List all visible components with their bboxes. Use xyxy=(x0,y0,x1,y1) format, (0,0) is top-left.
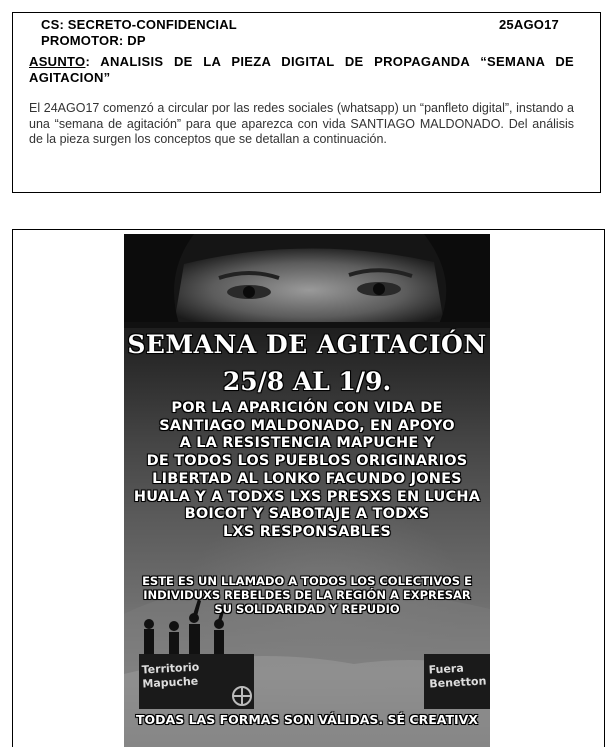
poster-call-to-action xyxy=(124,574,490,617)
poster-title: SEMANA DE AGITACIÓN xyxy=(127,330,487,359)
poster-dates: 25/8 AL 1/9. xyxy=(222,367,392,396)
promoter-label: PROMOTOR: DP xyxy=(41,33,146,48)
banner-right-line: Benetton xyxy=(429,674,487,691)
poster-body-line: HUALA Y A TODXS LXS PRESXS EN LUCHA xyxy=(133,488,481,505)
poster-footer: TODAS LAS FORMAS SON VÁLIDAS. SÉ CREATIVX xyxy=(136,712,478,727)
poster-call-line: ESTE ES UN LLAMADO A TODOS LOS COLECTIVOS E xyxy=(142,574,472,588)
propaganda-poster-image xyxy=(124,234,490,747)
poster-body-line: A LA RESISTENCIA MAPUCHE Y xyxy=(179,435,435,452)
subject-label: ASUNTO xyxy=(29,54,86,69)
banner-left-text xyxy=(141,661,200,692)
poster-body xyxy=(124,400,490,542)
poster-body-line: SANTIAGO MALDONADO, EN APOYO xyxy=(159,417,455,434)
poster-body-line: LXS RESPONSABLES xyxy=(222,523,392,540)
memo-date: 25AGO17 xyxy=(499,17,559,32)
banner-right-line: Fuera xyxy=(428,661,465,677)
poster-body-line: BOICOT Y SABOTAJE A TODXS xyxy=(184,506,430,523)
poster-call-line: INDIVIDUXS REBELDES DE LA REGIÓN A EXPRESAR xyxy=(143,588,471,603)
poster-call-line: SU SOLIDARIDAD Y REPUDIO xyxy=(214,602,400,617)
banner-right-text xyxy=(428,661,486,692)
classification-label: CS: SECRETO-CONFIDENCIAL xyxy=(41,17,237,32)
poster-body-line: POR LA APARICIÓN CON VIDA DE xyxy=(171,400,443,416)
subject-text: : ANALISIS DE LA PIEZA DIGITAL DE PROPAGANDA “SEMANA DE AGITACION” xyxy=(29,54,574,85)
memo-subject xyxy=(29,54,574,86)
banner-left-line: Territorio xyxy=(141,660,200,677)
poster-body-line: DE TODOS LOS PUEBLOS ORIGINARIOS xyxy=(146,453,468,470)
banner-left-line: Mapuche xyxy=(142,674,199,691)
memo-paragraph: El 24AGO17 comenzó a circular por las redes sociales (whatsapp) un “panfleto digital”, instando a una “semana de agitación” para que aparezca con vida SANTIAGO MALDONADO. Del análisis de la pieza surgen los conceptos que se detallan a continuación. xyxy=(29,101,574,146)
poster-body-line: LIBERTAD AL LONKO FACUNDO JONES xyxy=(152,470,462,487)
